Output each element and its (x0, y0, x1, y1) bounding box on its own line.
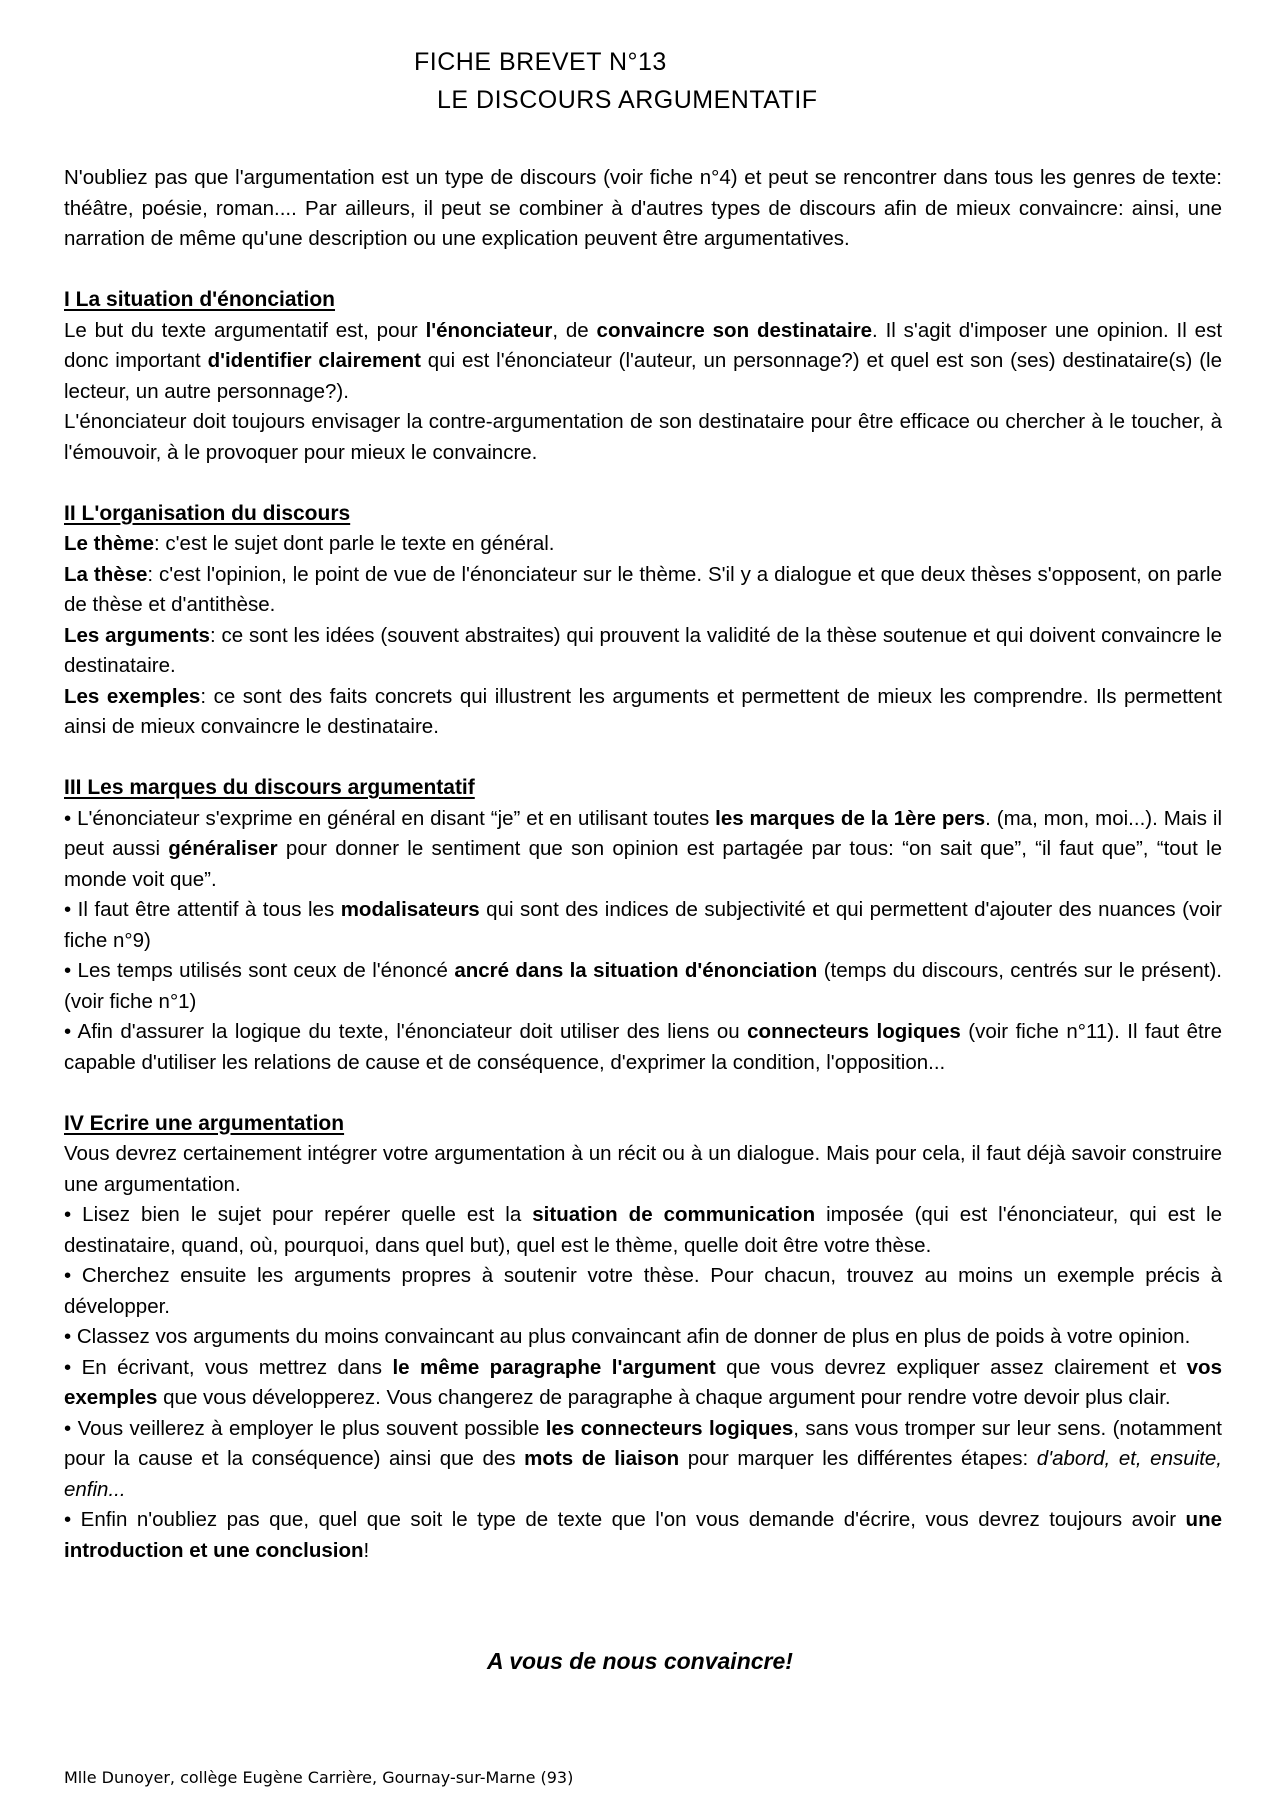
text-run: , sans vous tromper sur leur sens. (notamment pour la cause et la conséquence) ainsi que des (64, 1416, 1222, 1470)
text-run: pour marquer les différentes étapes: (679, 1447, 1037, 1470)
paragraph (64, 316, 1222, 408)
text-run: : ce sont les idées (souvent abstraites) qui prouvent la validité de la thèse soutenue et qui doivent convaincre le destinataire. (64, 623, 1222, 677)
bold-text: ancré dans la situation d'énonciation (454, 959, 818, 982)
text-run: qui sont des indices de subjectivité et qui permettent d'ajouter des nuances (voir fiche n°9) (64, 898, 1223, 952)
spacer (64, 1078, 1222, 1109)
bold-text: La thèse (64, 562, 148, 586)
text-run: • Afin d'assurer la logique du texte, l'énonciateur doit utiliser des liens ou (64, 1020, 748, 1043)
text-run: que vous devrez expliquer assez clairement et (715, 1355, 1187, 1379)
bold-text: modalisateurs (340, 898, 480, 921)
text-run: • En écrivant, vous mettrez dans (64, 1355, 393, 1379)
paragraph (64, 529, 1222, 560)
paragraph (64, 682, 1222, 743)
text-run: . Il s'agit d'imposer une opinion. Il est donc important (64, 318, 1223, 372)
bold-text: l'énonciateur (425, 318, 553, 342)
text-run: imposée (qui est l'énonciateur, qui est le destinataire, quand, où, pourquoi, dans quel but), quel est le thème, quelle doit être votre thèse. (64, 1203, 1223, 1257)
document-subtitle: LE DISCOURS ARGUMENTATIF (437, 86, 818, 114)
footer-author: Mlle Dunoyer, collège Eugène Carrière, Gournay-sur-Marne (93) (64, 1768, 574, 1787)
bold-text: mots de liaison (524, 1447, 680, 1470)
paragraph (64, 560, 1222, 621)
text-run: : c'est le sujet dont parle le texte en général. (154, 532, 555, 555)
paragraph (64, 1261, 1222, 1322)
text-run: • Lisez bien le sujet pour repérer quelle est la (64, 1203, 533, 1226)
bold-text: situation de communication (532, 1203, 816, 1226)
bold-text: le même paragraphe l'argument (392, 1355, 716, 1379)
closing-line: A vous de nous convaincre! (487, 1648, 793, 1674)
bold-text: Les arguments (64, 623, 210, 647)
text-run: (temps du discours, centrés sur le présent). (voir fiche n°1) (64, 959, 1222, 1013)
paragraph (64, 621, 1222, 682)
bold-text: généraliser (168, 837, 278, 860)
spacer (64, 255, 1222, 286)
bold-text: les marques de la 1ère pers (715, 806, 986, 830)
paragraph (64, 1017, 1222, 1078)
text-run: • Classez vos arguments du moins convaincant au plus convaincant afin de donner de plus en plus de poids à votre opinion. (64, 1325, 1191, 1348)
text-run: • Les temps utilisés sont ceux de l'énoncé (64, 959, 455, 982)
bold-text: vos exemples (64, 1355, 1222, 1409)
text-run: (voir fiche n°11). Il faut être capable d'utiliser les relations de cause et de conséquence, d'exprimer la condition, l'opposition... (64, 1020, 1222, 1074)
spacer (64, 743, 1222, 774)
document-title: FICHE BREVET N°13 (414, 48, 667, 76)
text-run: • Il faut être attentif à tous les (64, 898, 341, 921)
spacer (64, 468, 1222, 499)
italic-text: d'abord, et, ensuite, enfin... (64, 1447, 1222, 1501)
text-run: • Vous veillerez à employer le plus souvent possible (64, 1416, 546, 1440)
bold-text: une introduction et une conclusion (64, 1508, 1222, 1562)
paragraph (64, 956, 1222, 1017)
text-run: : ce sont des faits concrets qui illustrent les arguments et permettent de mieux les comprendre. Ils permettent ainsi de mieux convaincre le destinataire. (64, 684, 1222, 738)
paragraph (64, 1353, 1222, 1414)
text-run: ! (363, 1538, 370, 1562)
section-heading: III Les marques du discours argumentatif (64, 776, 475, 799)
text-run: qui est l'énonciateur (l'auteur, un personnage?) et quel est son (ses) destinataire(s) (le lecteur, un autre personnage?). (64, 349, 1222, 403)
paragraph (64, 407, 1222, 468)
document-body (64, 163, 1222, 1566)
text-run: . (ma, mon, moi...). Mais il peut aussi (64, 806, 1222, 860)
bold-text: les connecteurs logiques (545, 1416, 794, 1440)
section-heading: I La situation d'énonciation (64, 288, 336, 311)
paragraph (64, 895, 1222, 956)
paragraph (64, 1414, 1222, 1506)
paragraph (64, 163, 1222, 255)
text-run: Vous devrez certainement intégrer votre argumentation à un récit ou à un dialogue. Mais pour cela, il faut déjà savoir construire une argumentation. (64, 1142, 1222, 1196)
text-run: Le but du texte argumentatif est, pour (64, 318, 426, 342)
text-run: N'oubliez pas que l'argumentation est un type de discours (voir fiche n°4) et peut se rencontrer dans tous les genres de texte: théâtre, poésie, roman.... Par ailleurs, il peut se combiner à d'autres types de discours afin de mieux convaincre: ainsi, une narration de même qu'une description ou une explication peuvent être argumentatives. (64, 166, 1222, 250)
text-run: : c'est l'opinion, le point de vue de l'énonciateur sur le thème. S'il y a dialogue et que deux thèses s'opposent, on parle de thèse et d'antithèse. (64, 562, 1222, 616)
bold-text: Le thème (64, 532, 154, 555)
paragraph (64, 1200, 1222, 1261)
bold-text: convaincre son destinataire (596, 318, 873, 342)
text-run: L'énonciateur doit toujours envisager la contre-argumentation de son destinataire pour être efficace ou chercher à le toucher, à l'émouvoir, à le provoquer pour mieux le convaincre. (64, 410, 1222, 464)
text-run: • Cherchez ensuite les arguments propres à soutenir votre thèse. Pour chacun, trouvez au moins un exemple précis à développer. (64, 1264, 1222, 1318)
section-heading: IV Ecrire une argumentation (64, 1111, 345, 1135)
bold-text: connecteurs logiques (747, 1020, 961, 1043)
text-run: , de (552, 318, 597, 342)
text-run: • Enfin n'oubliez pas que, quel que soit le type de texte que l'on vous demande d'écrire, vous devrez toujours avoir (64, 1508, 1186, 1531)
paragraph (64, 804, 1222, 896)
paragraph (64, 1139, 1222, 1200)
paragraph (64, 1505, 1222, 1566)
paragraph (64, 1322, 1222, 1353)
bold-text: Les exemples (64, 684, 201, 708)
section-heading: II L'organisation du discours (64, 501, 351, 525)
text-run: pour donner le sentiment que son opinion est partagée par tous: “on sait que”, “il faut que”, “tout le monde voit que”. (64, 837, 1222, 891)
text-run: que vous développerez. Vous changerez de paragraphe à chaque argument pour rendre votre devoir plus clair. (157, 1386, 1171, 1409)
text-run: • L'énonciateur s'exprime en général en disant “je” et en utilisant toutes (64, 806, 716, 830)
bold-text: d'identifier clairement (207, 349, 421, 372)
